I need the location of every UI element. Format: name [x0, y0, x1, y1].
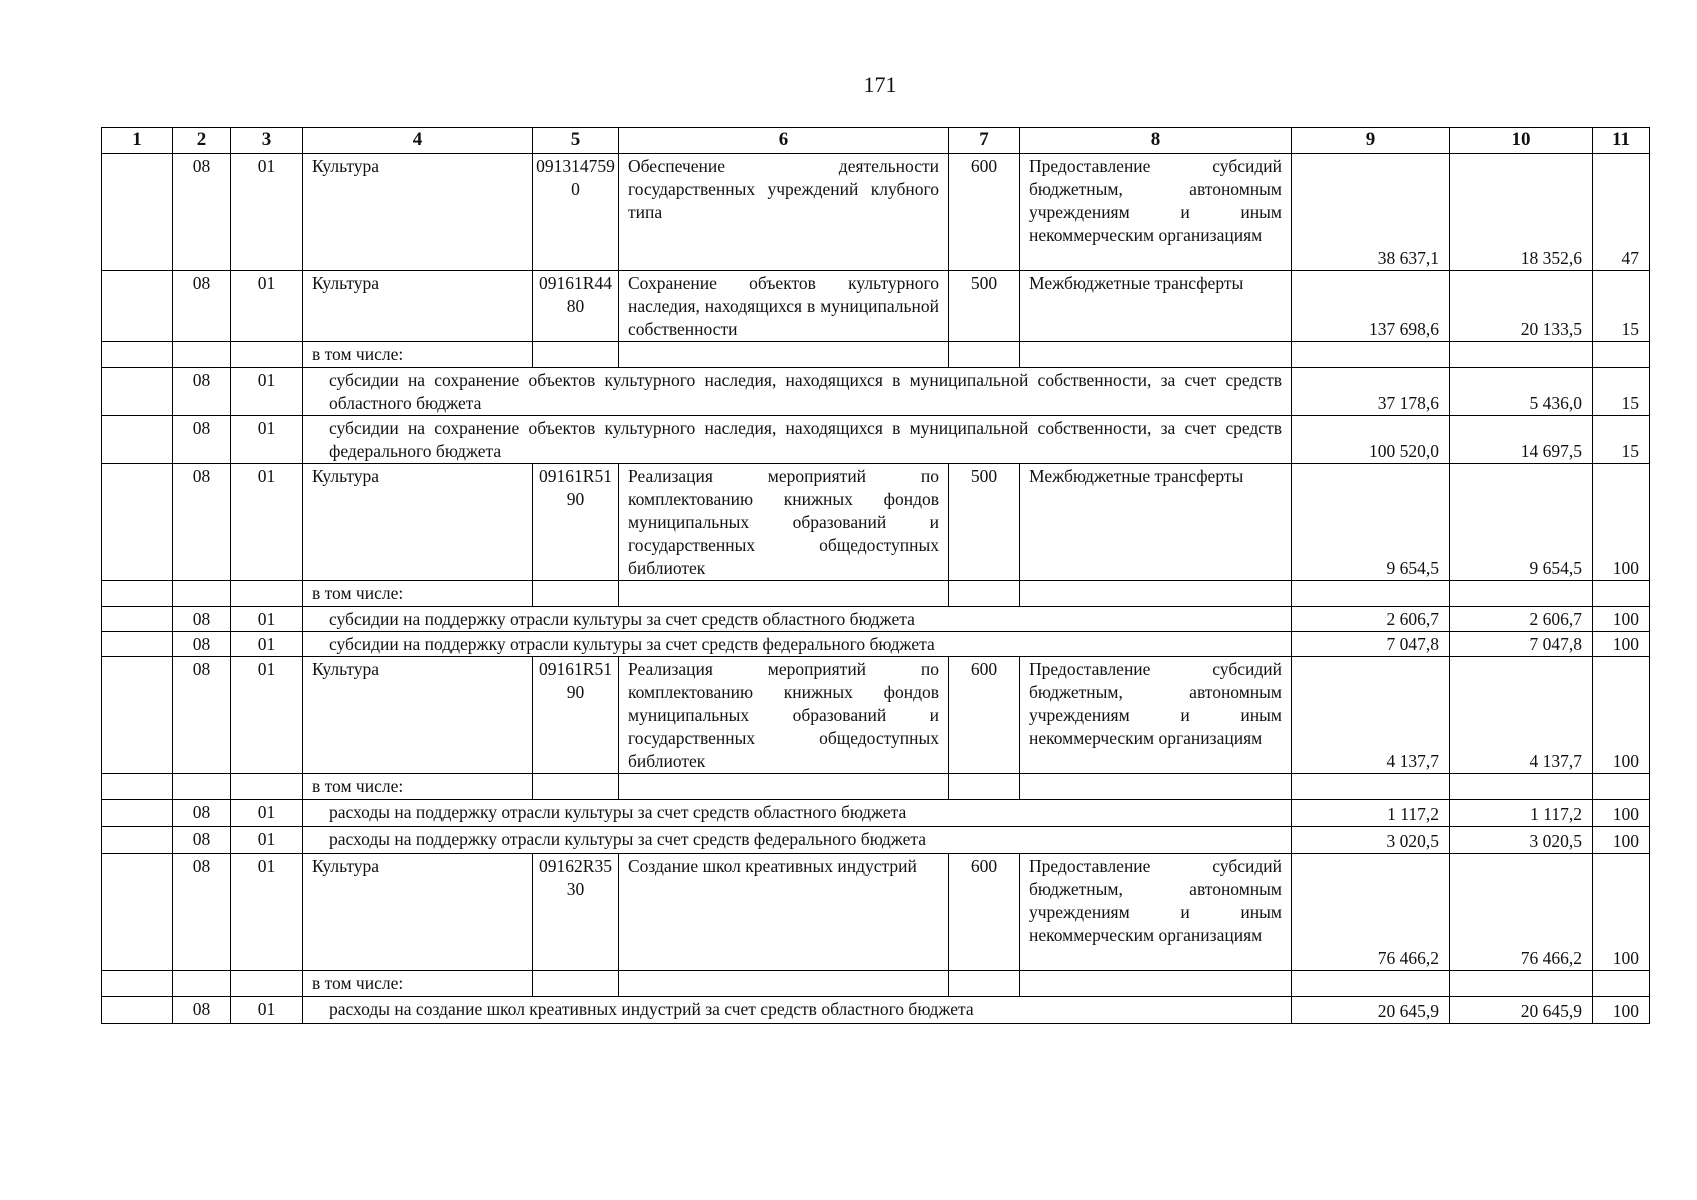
section-name: Культура: [303, 854, 533, 971]
table-row: [102, 607, 1650, 632]
target-article-code: 09162R3530: [533, 854, 619, 971]
table-row: [102, 971, 1650, 997]
section-code: 08: [173, 997, 231, 1024]
target-article-code: 09161R5190: [533, 464, 619, 581]
target-article-code: 09161R5190: [533, 657, 619, 774]
subsidy-description: субсидии на поддержку отрасли культуры за счет средств областного бюджета: [303, 607, 1292, 632]
article-name: Реализация мероприятий по комплектованию книжных фондов муниципальных образований и государственных общедоступных библиотек: [619, 657, 949, 774]
subsidy-description: субсидии на сохранение объектов культурного наследия, находящихся в муниципальной собственности, за счет средств федерального бюджета: [303, 416, 1292, 464]
subsection-code: 01: [231, 416, 303, 464]
expense-type-name: Межбюджетные трансферты: [1020, 271, 1292, 342]
column-header: 7: [949, 128, 1020, 154]
table-row: [102, 154, 1650, 271]
subsection-code: 01: [231, 271, 303, 342]
percent-executed: 15: [1593, 271, 1650, 342]
subsidy-description: субсидии на поддержку отрасли культуры за счет средств федерального бюджета: [303, 632, 1292, 657]
amount-planned: 4 137,7: [1292, 657, 1450, 774]
amount-planned: 76 466,2: [1292, 854, 1450, 971]
section-code: 08: [173, 154, 231, 271]
including-label: в том числе:: [303, 581, 533, 607]
section-code: 08: [173, 368, 231, 416]
amount-planned: 38 637,1: [1292, 154, 1450, 271]
subsection-code: 01: [231, 368, 303, 416]
section-code: 08: [173, 827, 231, 854]
expense-description: расходы на поддержку отрасли культуры за счет средств федерального бюджета: [303, 827, 1292, 854]
amount-planned: 9 654,5: [1292, 464, 1450, 581]
expense-type-code: 500: [949, 464, 1020, 581]
section-name: Культура: [303, 657, 533, 774]
section-code: 08: [173, 632, 231, 657]
expense-type-name: Предоставление субсидий бюджетным, автономным учреждениям и иным некоммерческим организациям: [1020, 154, 1292, 271]
section-code: 08: [173, 464, 231, 581]
amount-executed: 7 047,8: [1450, 632, 1593, 657]
amount-planned: 7 047,8: [1292, 632, 1450, 657]
amount-planned: 20 645,9: [1292, 997, 1450, 1024]
section-code: 08: [173, 854, 231, 971]
expense-description: расходы на поддержку отрасли культуры за счет средств областного бюджета: [303, 800, 1292, 827]
amount-executed: 20 645,9: [1450, 997, 1593, 1024]
table-row: [102, 827, 1650, 854]
amount-executed: 5 436,0: [1450, 368, 1593, 416]
table-row: [102, 342, 1650, 368]
column-header: 10: [1450, 128, 1593, 154]
expense-type-name: Предоставление субсидий бюджетным, автономным учреждениям и иным некоммерческим организациям: [1020, 657, 1292, 774]
expense-type-code: 500: [949, 271, 1020, 342]
amount-planned: 2 606,7: [1292, 607, 1450, 632]
column-header: 2: [173, 128, 231, 154]
article-name: Обеспечение деятельности государственных учреждений клубного типа: [619, 154, 949, 271]
section-name: Культура: [303, 271, 533, 342]
column-header: 3: [231, 128, 303, 154]
target-article-code: 0913147590: [533, 154, 619, 271]
table-row: [102, 368, 1650, 416]
amount-planned: 137 698,6: [1292, 271, 1450, 342]
table-row: [102, 997, 1650, 1024]
subsection-code: 01: [231, 827, 303, 854]
including-label: в том числе:: [303, 342, 533, 368]
expense-type-code: 600: [949, 657, 1020, 774]
column-header: 6: [619, 128, 949, 154]
percent-executed: 47: [1593, 154, 1650, 271]
percent-executed: 100: [1593, 464, 1650, 581]
expense-type-code: 600: [949, 854, 1020, 971]
section-code: 08: [173, 657, 231, 774]
table-row: [102, 774, 1650, 800]
article-name: Сохранение объектов культурного наследия, находящихся в муниципальной собственности: [619, 271, 949, 342]
expense-type-name: Предоставление субсидий бюджетным, автономным учреждениям и иным некоммерческим организациям: [1020, 854, 1292, 971]
percent-executed: 100: [1593, 657, 1650, 774]
subsection-code: 01: [231, 997, 303, 1024]
table-row: [102, 657, 1650, 774]
percent-executed: 100: [1593, 854, 1650, 971]
subsidy-description: субсидии на сохранение объектов культурного наследия, находящихся в муниципальной собственности, за счет средств областного бюджета: [303, 368, 1292, 416]
section-code: 08: [173, 271, 231, 342]
subsection-code: 01: [231, 800, 303, 827]
amount-planned: 3 020,5: [1292, 827, 1450, 854]
target-article-code: 09161R4480: [533, 271, 619, 342]
table-row: [102, 271, 1650, 342]
budget-table: [101, 127, 1650, 1024]
amount-executed: 18 352,6: [1450, 154, 1593, 271]
table-row: [102, 581, 1650, 607]
section-name: Культура: [303, 154, 533, 271]
article-name: Создание школ креативных индустрий: [619, 854, 949, 971]
amount-executed: 20 133,5: [1450, 271, 1593, 342]
expense-type-name: Межбюджетные трансферты: [1020, 464, 1292, 581]
percent-executed: 100: [1593, 632, 1650, 657]
subsection-code: 01: [231, 657, 303, 774]
subsection-code: 01: [231, 607, 303, 632]
percent-executed: 100: [1593, 827, 1650, 854]
amount-executed: 76 466,2: [1450, 854, 1593, 971]
percent-executed: 100: [1593, 607, 1650, 632]
column-header: 5: [533, 128, 619, 154]
section-name: Культура: [303, 464, 533, 581]
column-header: 9: [1292, 128, 1450, 154]
amount-executed: 14 697,5: [1450, 416, 1593, 464]
page-number: 171: [863, 72, 897, 97]
expense-type-code: 600: [949, 154, 1020, 271]
percent-executed: 15: [1593, 416, 1650, 464]
percent-executed: 100: [1593, 800, 1650, 827]
amount-planned: 37 178,6: [1292, 368, 1450, 416]
article-name: Реализация мероприятий по комплектованию книжных фондов муниципальных образований и государственных общедоступных библиотек: [619, 464, 949, 581]
table-row: [102, 800, 1650, 827]
amount-planned: 1 117,2: [1292, 800, 1450, 827]
percent-executed: 15: [1593, 368, 1650, 416]
section-code: 08: [173, 416, 231, 464]
subsection-code: 01: [231, 632, 303, 657]
table-row: [102, 854, 1650, 971]
section-code: 08: [173, 800, 231, 827]
column-header: 8: [1020, 128, 1292, 154]
table-row: [102, 464, 1650, 581]
column-header: 4: [303, 128, 533, 154]
amount-executed: 2 606,7: [1450, 607, 1593, 632]
subsection-code: 01: [231, 854, 303, 971]
column-header: 11: [1593, 128, 1650, 154]
amount-executed: 9 654,5: [1450, 464, 1593, 581]
subsection-code: 01: [231, 464, 303, 581]
amount-executed: 4 137,7: [1450, 657, 1593, 774]
subsection-code: 01: [231, 154, 303, 271]
table-row: [102, 416, 1650, 464]
column-header: 1: [102, 128, 173, 154]
section-code: 08: [173, 607, 231, 632]
header-row: [102, 128, 1650, 154]
percent-executed: 100: [1593, 997, 1650, 1024]
amount-planned: 100 520,0: [1292, 416, 1450, 464]
expense-description: расходы на создание школ креативных индустрий за счет средств областного бюджета: [303, 997, 1292, 1024]
table-row: [102, 632, 1650, 657]
including-label: в том числе:: [303, 774, 533, 800]
amount-executed: 3 020,5: [1450, 827, 1593, 854]
amount-executed: 1 117,2: [1450, 800, 1593, 827]
including-label: в том числе:: [303, 971, 533, 997]
